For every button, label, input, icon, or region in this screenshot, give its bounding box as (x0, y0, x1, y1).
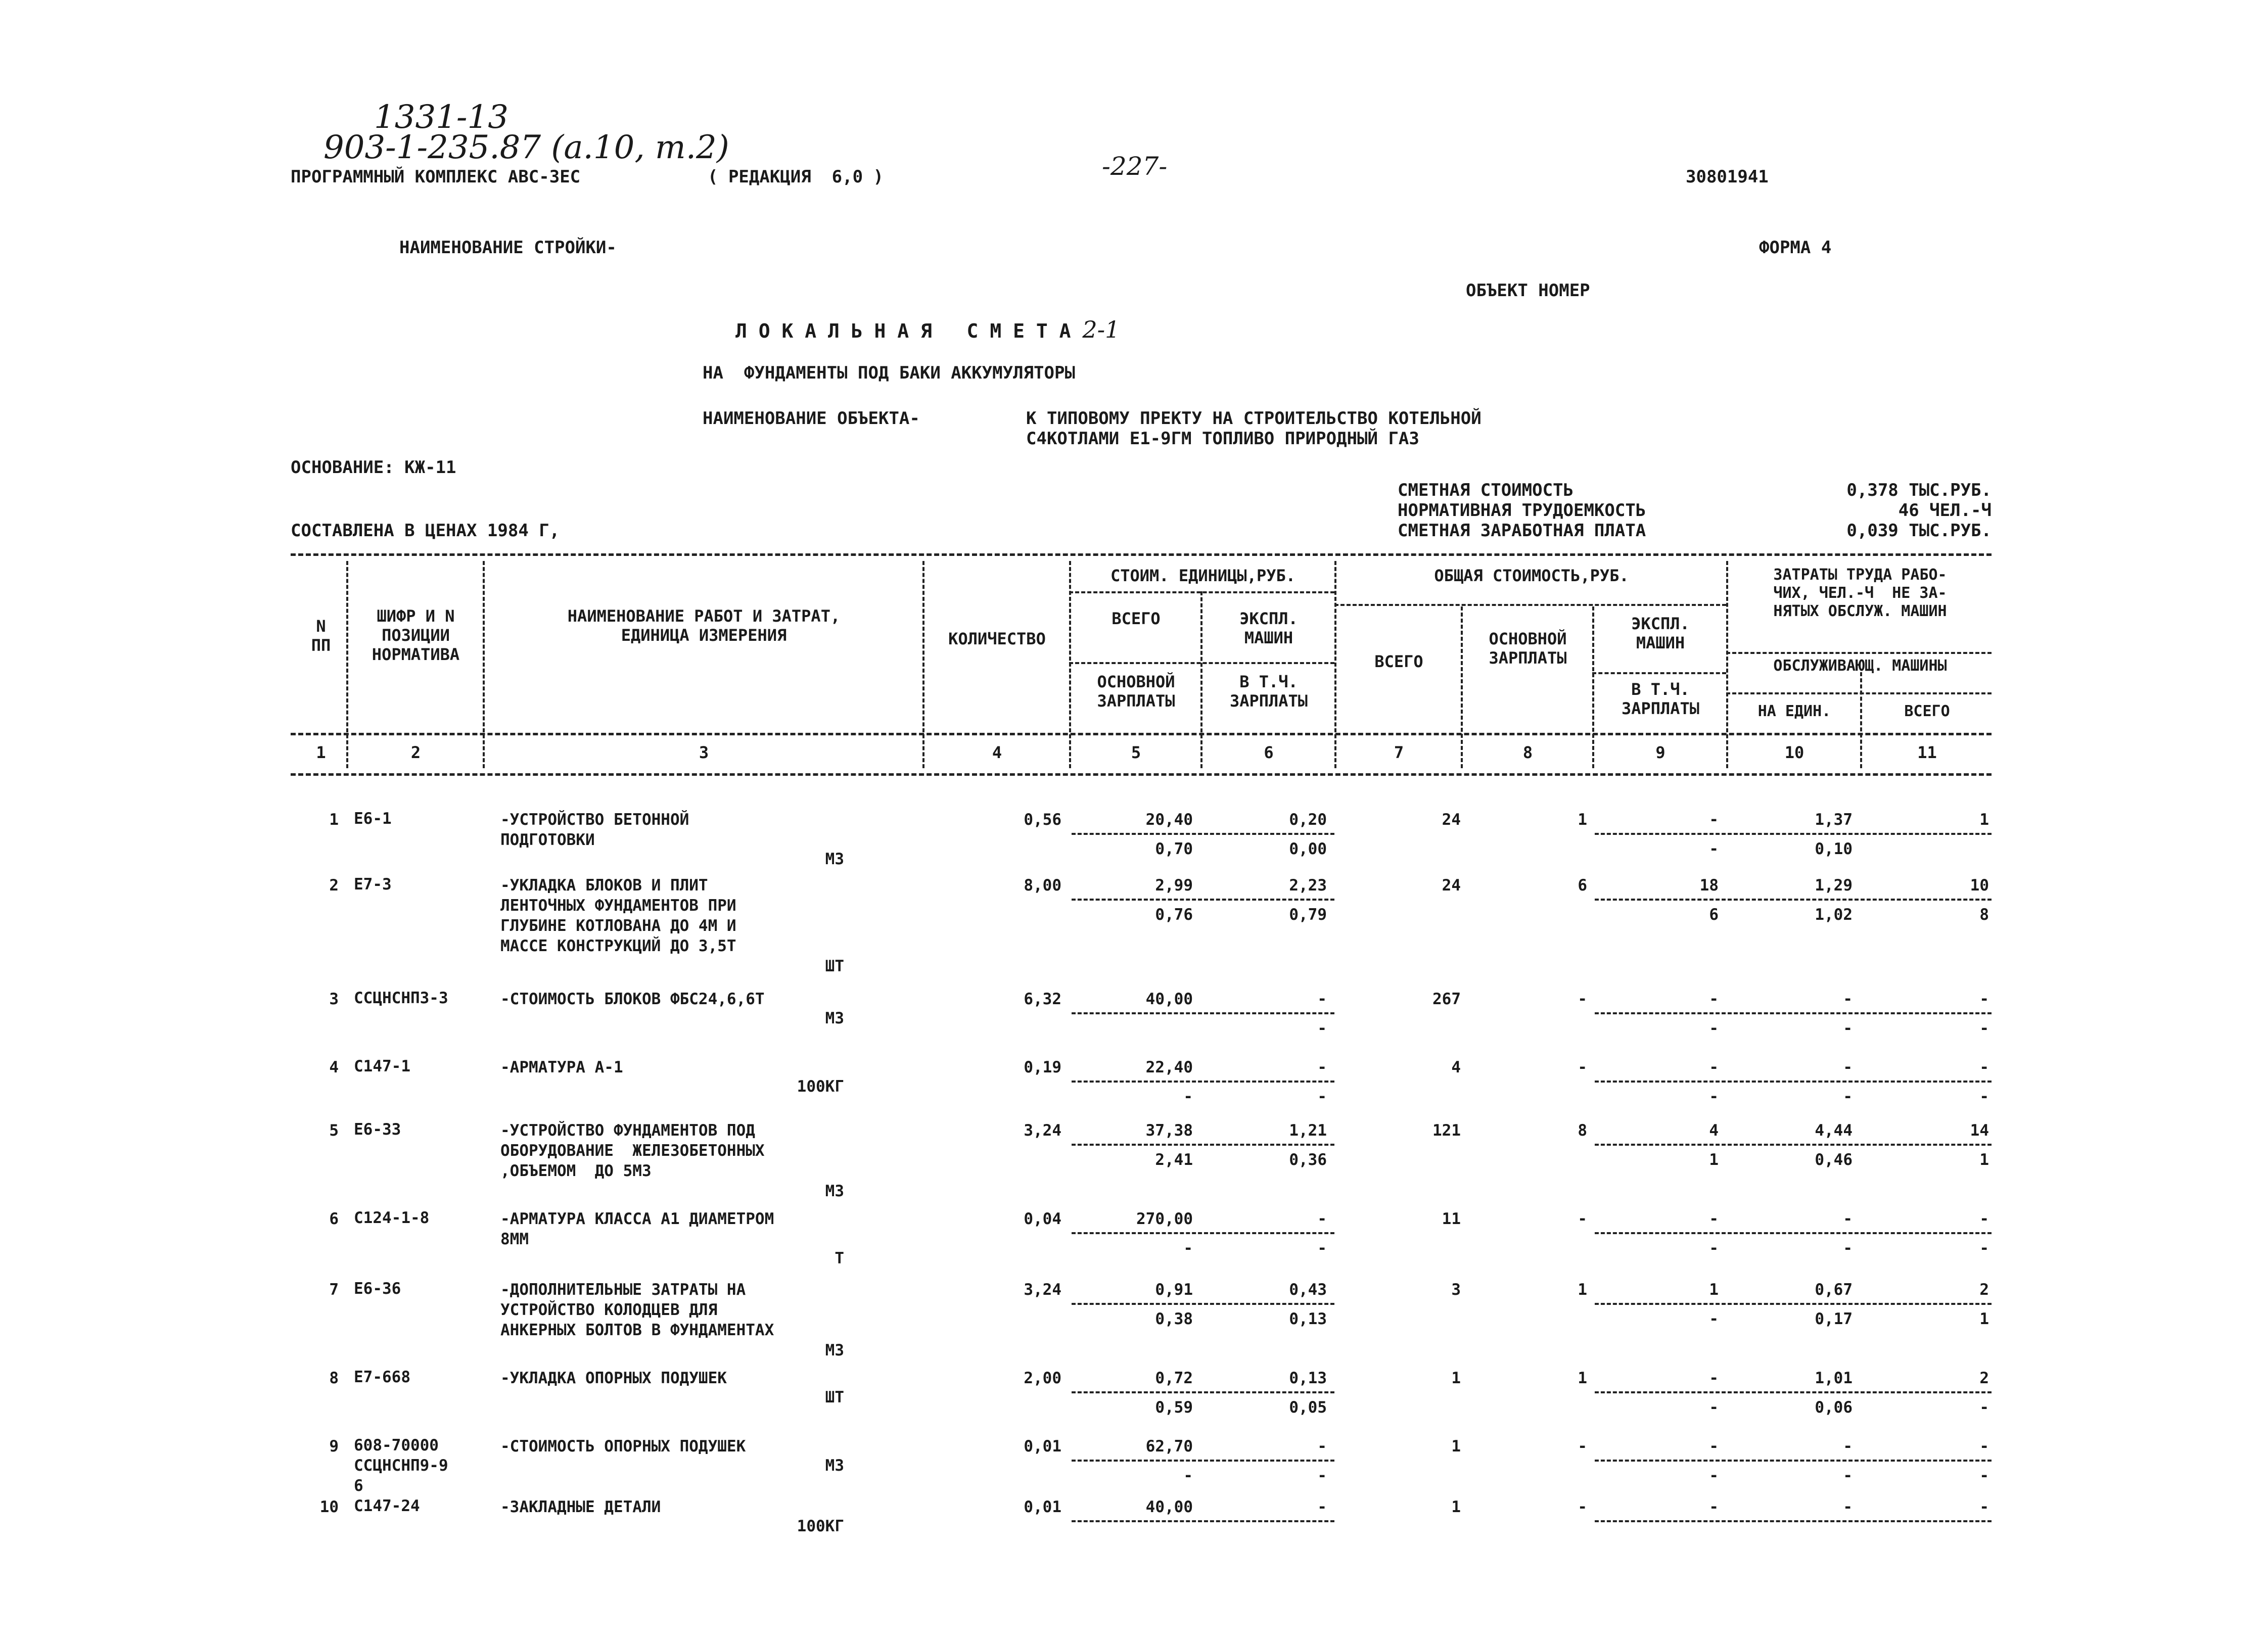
row-unit-machine-wage: - (1317, 1467, 1327, 1485)
row-number: 8 (329, 1369, 339, 1387)
row-labor-unit-service: 0,46 (1815, 1151, 1853, 1169)
row-unit-total: 0,91 (1155, 1281, 1193, 1299)
row-unit-machine-wage: 0,05 (1289, 1398, 1327, 1417)
rule-labor-1 (1726, 652, 1992, 654)
row-rule-unit (1072, 1520, 1334, 1522)
row-name-line: -АРМАТУРА А-1 (500, 1058, 623, 1076)
row-total-machine-wage: - (1709, 1088, 1719, 1106)
col-sep-3 (922, 561, 924, 768)
row-code: С124-1-8 (354, 1209, 430, 1227)
row-labor-total-service: - (1979, 1398, 1989, 1417)
row-total-wage: 1 (1578, 1369, 1587, 1387)
row-labor-total: - (1979, 1498, 1989, 1516)
row-labor-total: 2 (1979, 1369, 1989, 1387)
row-quantity: 0,56 (1024, 811, 1061, 829)
row-total: 24 (1442, 876, 1461, 895)
row-unit-total: 270,00 (1136, 1210, 1193, 1228)
price-base: СОСТАВЛЕНА В ЦЕНАХ 1984 Г, (291, 521, 560, 541)
summary-label-cost: СМЕТНАЯ СТОИМОСТЬ (1398, 480, 1573, 500)
row-number: 6 (329, 1210, 339, 1228)
row-labor-unit: 0,67 (1815, 1281, 1853, 1299)
object-name-2: С4КОТЛАМИ Е1-9ГМ ТОПЛИВО ПРИРОДНЫЙ ГАЗ (1026, 429, 1419, 449)
row-unit-machines: 1,21 (1289, 1121, 1327, 1140)
summary-label-labor: НОРМАТИВНАЯ ТРУДОЕМКОСТЬ (1398, 500, 1646, 521)
row-unit: 100КГ (797, 1077, 844, 1096)
row-code: ССЦНСНП3-3 (354, 989, 448, 1007)
summary-label-wage: СМЕТНАЯ ЗАРАБОТНАЯ ПЛАТА (1398, 521, 1646, 541)
title (735, 318, 1120, 342)
row-rule-total (1595, 1232, 1992, 1234)
col-number-5: 5 (1131, 743, 1141, 762)
row-name-line: ,ОБЪЕМОМ ДО 5М3 (500, 1162, 652, 1180)
row-name-line: ОБОРУДОВАНИЕ ЖЕЛЕЗОБЕТОННЫХ (500, 1142, 765, 1160)
row-unit-machine-wage: - (1317, 1019, 1327, 1038)
row-quantity: 0,01 (1024, 1437, 1061, 1456)
row-rule-total (1595, 1012, 1992, 1014)
row-unit-wage: - (1183, 1467, 1193, 1485)
row-unit: М3 (825, 1182, 844, 1200)
row-quantity: 3,24 (1024, 1281, 1061, 1299)
row-labor-total: 14 (1970, 1121, 1989, 1140)
row-unit: 100КГ (797, 1517, 844, 1535)
col-header-5-top: ВСЕГО (1112, 609, 1161, 628)
title-handwritten: 2-1 (1082, 316, 1120, 343)
col-number-10: 10 (1784, 743, 1804, 762)
row-name-line: -УСТРОЙСТВО ФУНДАМЕНТОВ ПОД (500, 1121, 755, 1140)
row-quantity: 2,00 (1024, 1369, 1061, 1387)
row-unit-wage: 0,76 (1155, 906, 1193, 924)
row-total-wage: 8 (1578, 1121, 1587, 1140)
row-unit-machines: - (1317, 1437, 1327, 1456)
row-unit-total: 2,99 (1155, 876, 1193, 895)
row-unit: Т (835, 1249, 844, 1268)
construction-label: НАИМЕНОВАНИЕ СТРОЙКИ- (399, 238, 617, 258)
row-total-machines: - (1709, 990, 1719, 1008)
row-total-wage: 6 (1578, 876, 1587, 895)
program-name: ПРОГРАММНЫЙ КОМПЛЕКС АВС-3ЕС (291, 167, 581, 187)
row-name-line: -УКЛАДКА БЛОКОВ И ПЛИТ (500, 876, 708, 895)
row-name-line: 8ММ (500, 1230, 529, 1248)
col-sep-10 (1860, 672, 1862, 768)
row-unit-wage: - (1183, 1088, 1193, 1106)
col-header-7: ВСЕГО (1374, 652, 1423, 671)
row-rule-total (1595, 899, 1992, 901)
row-unit-machine-wage: 0,00 (1289, 840, 1327, 858)
row-unit-machines: 0,43 (1289, 1281, 1327, 1299)
row-quantity: 6,32 (1024, 990, 1061, 1008)
row-code: Е7-3 (354, 875, 392, 894)
row-total: 24 (1442, 811, 1461, 829)
summary-value-labor: 46 ЧЕЛ.-Ч (1898, 500, 1992, 521)
col-number-11: 11 (1917, 743, 1937, 762)
row-rule-unit (1072, 899, 1334, 901)
row-total-machines: - (1709, 1369, 1719, 1387)
row-total-machine-wage: - (1709, 1310, 1719, 1328)
row-name-line: МАССЕ КОНСТРУКЦИЙ ДО 3,5Т (500, 937, 736, 955)
row-labor-unit: - (1843, 1058, 1853, 1076)
subject: НА ФУНДАМЕНТЫ ПОД БАКИ АККУМУЛЯТОРЫ (703, 363, 1075, 383)
row-labor-total-service: 8 (1979, 906, 1989, 924)
row-total-wage: - (1578, 1058, 1587, 1076)
row-unit-total: 40,00 (1145, 990, 1193, 1008)
summary-value-cost: 0,378 ТЫС.РУБ. (1846, 480, 1992, 500)
row-code: 608-70000 ССЦНСНП9-9 6 (354, 1436, 448, 1495)
row-number: 2 (329, 876, 339, 895)
row-labor-total-service: 1 (1979, 1151, 1989, 1169)
object-number: ОБЪЕКТ НОМЕР (1466, 280, 1590, 301)
col-header-10: НА ЕДИН. (1757, 702, 1831, 720)
row-unit: ШТ (825, 1388, 844, 1406)
row-total-machines: 4 (1709, 1121, 1719, 1140)
row-quantity: 8,00 (1024, 876, 1061, 895)
row-total-wage: - (1578, 1437, 1587, 1456)
object-label: НАИМЕНОВАНИЕ ОБЪЕКТА- (703, 408, 920, 429)
row-total: 121 (1432, 1121, 1461, 1140)
row-total-wage: - (1578, 990, 1587, 1008)
row-total: 1 (1451, 1498, 1461, 1516)
row-name-line: -СТОИМОСТЬ ОПОРНЫХ ПОДУШЕК (500, 1437, 746, 1456)
rule-total-mid (1592, 672, 1726, 674)
col-header-6-top: ЭКСПЛ. МАШИН (1239, 609, 1298, 647)
row-total-machine-wage: 6 (1709, 906, 1719, 924)
row-name-line: ПОДГОТОВКИ (500, 831, 595, 849)
row-unit-wage: 0,59 (1155, 1398, 1193, 1417)
row-unit-wage: 0,70 (1155, 840, 1193, 858)
col-header-labor: ЗАТРАТЫ ТРУДА РАБО- ЧИХ, ЧЕЛ.-Ч НЕ ЗА- НЯТЫХ ОБСЛУЖ. МАШИН (1773, 566, 1947, 620)
row-number: 1 (329, 811, 339, 829)
row-rule-unit (1072, 1460, 1334, 1462)
col-sep-9 (1726, 561, 1728, 768)
row-total: 4 (1451, 1058, 1461, 1076)
row-labor-total: - (1979, 1437, 1989, 1456)
row-quantity: 0,01 (1024, 1498, 1061, 1516)
row-code: Е6-33 (354, 1120, 401, 1139)
row-quantity: 3,24 (1024, 1121, 1061, 1140)
row-labor-total-service: - (1979, 1019, 1989, 1038)
row-total-machines: 18 (1699, 876, 1719, 895)
col-number-2: 2 (410, 743, 421, 762)
row-code: С147-24 (354, 1497, 420, 1515)
col-number-6: 6 (1264, 743, 1274, 762)
col-number-1: 1 (316, 743, 326, 762)
row-name-line: -СТОИМОСТЬ БЛОКОВ ФБС24,6,6Т (500, 990, 765, 1008)
row-labor-unit: - (1843, 1210, 1853, 1228)
row-labor-unit-service: - (1843, 1088, 1853, 1106)
row-total: 11 (1442, 1210, 1461, 1228)
col-sep-2 (483, 561, 485, 768)
row-name-line: -АРМАТУРА КЛАССА А1 ДИАМЕТРОМ (500, 1210, 774, 1228)
row-labor-total-service: - (1979, 1088, 1989, 1106)
col-number-4: 4 (992, 743, 1002, 762)
row-rule-unit (1072, 1232, 1334, 1234)
rule-labor-2 (1726, 692, 1992, 694)
row-unit-machine-wage: 0,79 (1289, 906, 1327, 924)
title-print: Л О К А Л Ь Н А Я С М Е Т А (735, 320, 1071, 342)
basis: ОСНОВАНИЕ: КЖ-11 (291, 457, 456, 478)
handwritten-project: 903-1-235.87 (a.10, т.2) (323, 129, 729, 166)
row-labor-unit-service: - (1843, 1239, 1853, 1257)
row-total-machines: 1 (1709, 1281, 1719, 1299)
row-number: 9 (329, 1437, 339, 1456)
row-total-machine-wage: - (1709, 1398, 1719, 1417)
row-unit-wage: 0,38 (1155, 1310, 1193, 1328)
row-labor-total-service: - (1979, 1239, 1989, 1257)
row-code: С147-1 (354, 1057, 410, 1075)
row-name-line: -УСТРОЙСТВО БЕТОННОЙ (500, 811, 689, 829)
row-total-machine-wage: 1 (1709, 1151, 1719, 1169)
row-total-wage: 1 (1578, 1281, 1587, 1299)
row-code: Е6-36 (354, 1280, 401, 1298)
row-unit-total: 22,40 (1145, 1058, 1193, 1076)
row-rule-unit (1072, 1144, 1334, 1146)
row-labor-total: 2 (1979, 1281, 1989, 1299)
col-header-name: НАИМЕНОВАНИЕ РАБОТ И ЗАТРАТ, ЕДИНИЦА ИЗМЕРЕНИЯ (567, 606, 841, 645)
form-label: ФОРМА 4 (1759, 238, 1832, 258)
row-number: 4 (329, 1058, 339, 1076)
col-sep-7 (1461, 606, 1463, 768)
col-number-9: 9 (1655, 743, 1665, 762)
col-header-6-bottom: В Т.Ч. ЗАРПЛАТЫ (1229, 672, 1308, 711)
row-total-machines: - (1709, 1498, 1719, 1516)
row-labor-total: - (1979, 990, 1989, 1008)
row-unit-machines: - (1317, 1058, 1327, 1076)
col-sep-6 (1334, 561, 1336, 768)
row-name-line: УСТРОЙСТВО КОЛОДЦЕВ ДЛЯ (500, 1301, 718, 1319)
row-unit-machines: 2,23 (1289, 876, 1327, 895)
col-header-5-bottom: ОСНОВНОЙ ЗАРПЛАТЫ (1097, 672, 1175, 711)
row-unit: ШТ (825, 957, 844, 975)
row-labor-unit-service: - (1843, 1467, 1853, 1485)
row-total: 267 (1432, 990, 1461, 1008)
row-unit-machine-wage: 0,36 (1289, 1151, 1327, 1169)
row-labor-unit: 1,29 (1815, 876, 1853, 895)
row-labor-unit: 1,01 (1815, 1369, 1853, 1387)
row-rule-total (1595, 1460, 1992, 1462)
row-quantity: 0,04 (1024, 1210, 1061, 1228)
row-total-machine-wage: - (1709, 1019, 1719, 1038)
row-unit: М3 (825, 1009, 844, 1027)
row-rule-total (1595, 1303, 1992, 1305)
col-sep-5 (1200, 591, 1202, 768)
col-header-total-cost: ОБЩАЯ СТОИМОСТЬ,РУБ. (1434, 566, 1629, 585)
col-number-8: 8 (1522, 743, 1533, 762)
row-labor-unit-service: 1,02 (1815, 906, 1853, 924)
row-quantity: 0,19 (1024, 1058, 1061, 1076)
page-number: -227- (1102, 152, 1168, 181)
row-unit-total: 20,40 (1145, 811, 1193, 829)
document-code: 30801941 (1686, 167, 1769, 187)
rule-top (291, 553, 1992, 556)
row-total: 1 (1451, 1437, 1461, 1456)
row-total-machine-wage: - (1709, 1467, 1719, 1485)
row-unit: М3 (825, 850, 844, 868)
rule-unit-cost-mid (1069, 662, 1334, 664)
row-number: 10 (319, 1498, 339, 1516)
row-code: Е6-1 (354, 810, 392, 828)
row-rule-total (1595, 1520, 1992, 1522)
row-name-line: -УКЛАДКА ОПОРНЫХ ПОДУШЕК (500, 1369, 727, 1387)
col-number-7: 7 (1394, 743, 1404, 762)
col-header-9-bottom: В Т.Ч. ЗАРПЛАТЫ (1621, 680, 1700, 718)
row-rule-total (1595, 1144, 1992, 1146)
col-number-3: 3 (699, 743, 709, 762)
col-header-labor-service: ОБСЛУЖИВАЮЩ. МАШИНЫ (1773, 657, 1947, 675)
row-labor-total-service: - (1979, 1467, 1989, 1485)
row-unit: М3 (825, 1341, 844, 1359)
row-labor-unit: - (1843, 990, 1853, 1008)
row-number: 7 (329, 1281, 339, 1299)
row-labor-total: - (1979, 1210, 1989, 1228)
row-unit-machines: - (1317, 1498, 1327, 1516)
row-total-wage: - (1578, 1498, 1587, 1516)
row-name-line: -ДОПОЛНИТЕЛЬНЫЕ ЗАТРАТЫ НА (500, 1281, 746, 1299)
row-unit-machine-wage: - (1317, 1239, 1327, 1257)
row-total-machines: - (1709, 1437, 1719, 1456)
row-labor-unit: 1,37 (1815, 811, 1853, 829)
rule-unit-cost (1069, 591, 1334, 593)
col-header-quantity: КОЛИЧЕСТВО (948, 629, 1046, 648)
summary-value-wage: 0,039 ТЫС.РУБ. (1846, 521, 1992, 541)
row-unit-machine-wage: 0,13 (1289, 1310, 1327, 1328)
row-total: 1 (1451, 1369, 1461, 1387)
row-unit-total: 40,00 (1145, 1498, 1193, 1516)
row-labor-unit: - (1843, 1498, 1853, 1516)
row-unit-total: 37,38 (1145, 1121, 1193, 1140)
row-rule-unit (1072, 1012, 1334, 1014)
row-labor-unit-service: 0,06 (1815, 1398, 1853, 1417)
row-labor-total: - (1979, 1058, 1989, 1076)
rule-total-cost (1334, 604, 1726, 606)
row-total-machines: - (1709, 1210, 1719, 1228)
col-header-code: ШИФР И N ПОЗИЦИИ НОРМАТИВА (372, 606, 460, 664)
row-labor-total: 1 (1979, 811, 1989, 829)
row-labor-unit-service: - (1843, 1019, 1853, 1038)
row-rule-unit (1072, 1391, 1334, 1393)
row-unit-wage: 2,41 (1155, 1151, 1193, 1169)
row-name-line: АНКЕРНЫХ БОЛТОВ В ФУНДАМЕНТАХ (500, 1321, 774, 1339)
col-sep-1 (346, 561, 348, 768)
col-header-number: N ПП (311, 617, 331, 655)
row-rule-unit (1072, 1081, 1334, 1083)
col-header-8: ОСНОВНОЙ ЗАРПЛАТЫ (1489, 629, 1567, 668)
row-unit-machines: - (1317, 1210, 1327, 1228)
row-rule-unit (1072, 1303, 1334, 1305)
rule-header-bottom (291, 733, 1992, 735)
row-total-machine-wage: - (1709, 840, 1719, 858)
row-unit-total: 62,70 (1145, 1437, 1193, 1456)
row-unit-machines: 0,13 (1289, 1369, 1327, 1387)
col-header-unit-cost: СТОИМ. ЕДИНИЦЫ,РУБ. (1110, 566, 1296, 585)
row-name-line: -ЗАКЛАДНЫЕ ДЕТАЛИ (500, 1498, 661, 1516)
col-header-9-top: ЭКСПЛ. МАШИН (1631, 614, 1690, 652)
row-total-wage: - (1578, 1210, 1587, 1228)
row-total-machine-wage: - (1709, 1239, 1719, 1257)
row-total: 3 (1451, 1281, 1461, 1299)
row-labor-unit: - (1843, 1437, 1853, 1456)
rule-numbers-bottom (291, 773, 1992, 776)
row-name-line: ГЛУБИНЕ КОТЛОВАНА ДО 4М И (500, 917, 736, 935)
row-rule-total (1595, 833, 1992, 835)
row-unit-machine-wage: - (1317, 1088, 1327, 1106)
handwritten-code: 1331-13 (374, 99, 508, 136)
row-labor-unit-service: 0,17 (1815, 1310, 1853, 1328)
row-unit-wage: - (1183, 1239, 1193, 1257)
row-total-machines: - (1709, 1058, 1719, 1076)
col-sep-8 (1592, 606, 1594, 768)
row-labor-total-service: 1 (1979, 1310, 1989, 1328)
object-name-1: К ТИПОВОМУ ПРЕКТУ НА СТРОИТЕЛЬСТВО КОТЕЛЬНОЙ (1026, 408, 1482, 429)
row-unit-machines: - (1317, 990, 1327, 1008)
row-rule-total (1595, 1081, 1992, 1083)
col-header-11: ВСЕГО (1904, 702, 1950, 720)
row-labor-unit-service: 0,10 (1815, 840, 1853, 858)
row-rule-total (1595, 1391, 1992, 1393)
row-rule-unit (1072, 833, 1334, 835)
row-name-line: ЛЕНТОЧНЫХ ФУНДАМЕНТОВ ПРИ (500, 897, 736, 915)
row-unit: М3 (825, 1457, 844, 1475)
row-unit-total: 0,72 (1155, 1369, 1193, 1387)
row-total-machines: - (1709, 811, 1719, 829)
row-total-wage: 1 (1578, 811, 1587, 829)
row-labor-total: 10 (1970, 876, 1989, 895)
row-code: Е7-668 (354, 1368, 410, 1386)
edition: ( РЕДАКЦИЯ 6,0 ) (708, 167, 884, 187)
row-number: 3 (329, 990, 339, 1008)
row-number: 5 (329, 1121, 339, 1140)
row-labor-unit: 4,44 (1815, 1121, 1853, 1140)
row-unit-machines: 0,20 (1289, 811, 1327, 829)
